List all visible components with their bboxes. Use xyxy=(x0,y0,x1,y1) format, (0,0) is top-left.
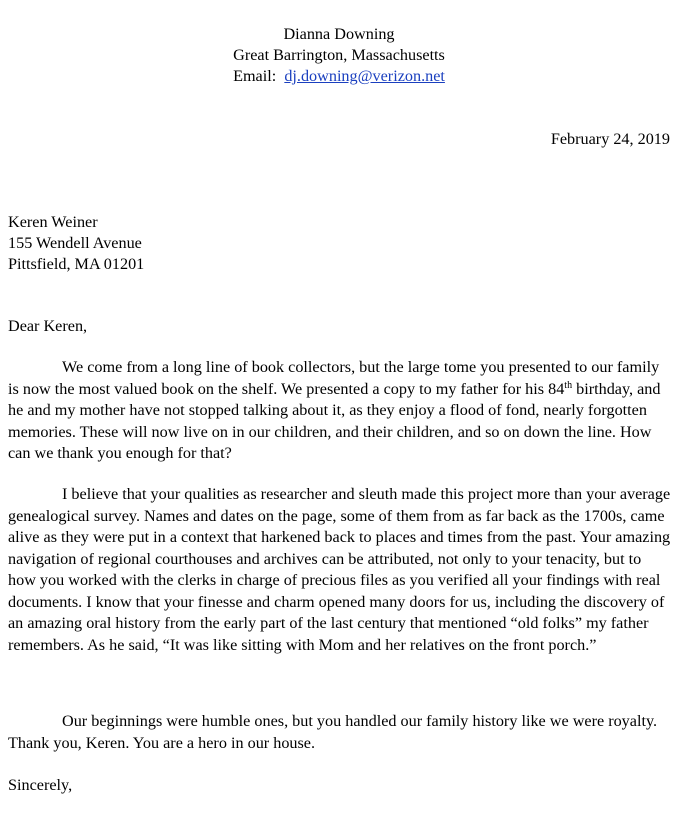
letter-date: February 24, 2019 xyxy=(550,130,670,148)
closing: Sincerely, xyxy=(8,776,73,794)
email-label: Email: xyxy=(233,67,277,85)
ordinal-suffix: th xyxy=(564,379,573,391)
sender-email-line xyxy=(0,66,678,86)
paragraph-1-part-b: birthday, and he and my mother have not stopped talking about it, as they enjoy a flood of fond, nearly forgotten memories. These will now live on in our children, and their children, and so on down the line. How can we thank you enough for that? xyxy=(8,379,661,462)
sender-location: Great Barrington, Massachusetts xyxy=(233,46,445,64)
paragraph-1-part-a: We come from a long line of book collectors, but the large tome you presented to our family is now the most valued book on the shelf. We presented a copy to my father for his 84 xyxy=(8,358,660,398)
recipient-name: Keren Weiner xyxy=(8,213,98,231)
paragraph-2: I believe that your qualities as researcher and sleuth made this project more than your average genealogical survey. Names and dates on the page, some of them from as far back as the 1700s, came alive as they were put in a context that harkened back to places and times from the past. Your amazing navigation of regional courthouses and archives can be attributed, not only to your tenacity, but to how you worked with the clerks in charge of precious files as you verified all your findings with real documents. I know that your finesse and charm opened many doors for us, including the discovery of an amazing oral history from the early part of the last century that mentioned “old folks” my father remembers. As he said, “It was like sitting with Mom and her relatives on the front porch.” xyxy=(8,485,671,654)
email-link[interactable]: dj.downing@verizon.net xyxy=(284,67,445,85)
paragraph-3: Our beginnings were humble ones, but you handled our family history like we were royalty. Thank you, Keren. You are a hero in our house. xyxy=(8,712,658,752)
recipient-city: Pittsfield, MA 01201 xyxy=(8,255,145,273)
paragraph-1 xyxy=(8,357,672,465)
recipient-street: 155 Wendell Avenue xyxy=(8,234,142,252)
salutation: Dear Keren, xyxy=(8,317,88,335)
sender-name: Dianna Downing xyxy=(283,25,395,43)
